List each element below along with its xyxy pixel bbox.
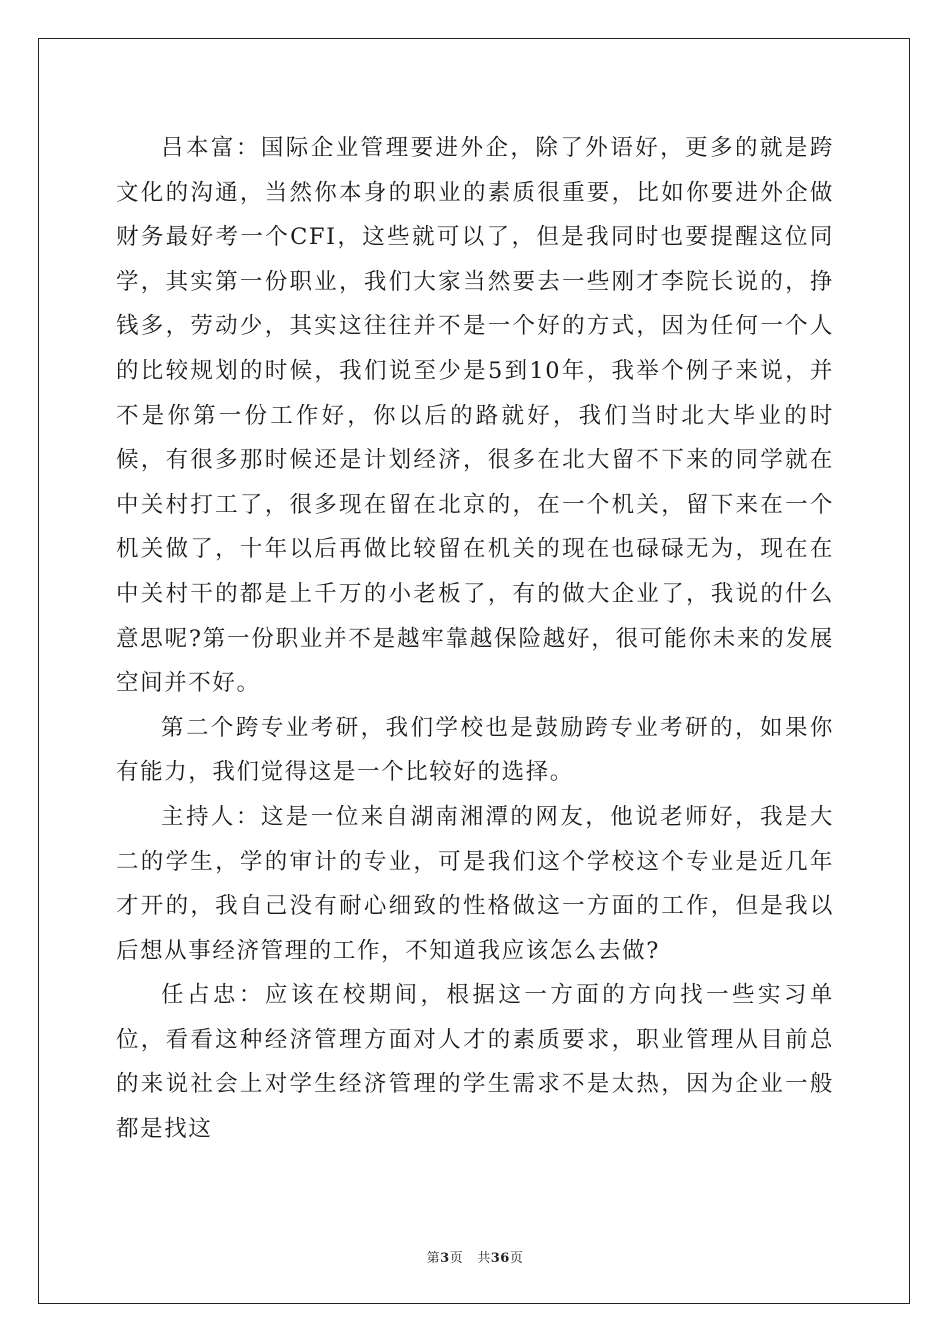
- page-prefix: 第: [426, 1251, 441, 1266]
- total-prefix: 共: [477, 1251, 491, 1266]
- total-suffix: 页: [509, 1251, 524, 1266]
- page-number: 3: [440, 1251, 450, 1266]
- total-pages: 36: [490, 1251, 510, 1266]
- paragraph-2: 第二个跨专业考研，我们学校也是鼓励跨专业考研的，如果你有能力，我们觉得这是一个比较好的选择。: [116, 714, 834, 786]
- page-footer: [0, 1247, 950, 1266]
- paragraph-3: 主持人：这是一位来自湖南湘潭的网友，他说老师好，我是大二的学生，学的审计的专业，可是我们这个学校这个专业是近几年才开的，我自己没有耐心细致的性格做这一方面的工作，但是我以后想从事经济管理的工作，不知道我应该怎么去做?: [116, 803, 834, 964]
- paragraph-4: 任占忠：应该在校期间，根据这一方面的方向找一些实习单位，看看这种经济管理方面对人才的素质要求，职业管理从目前总的来说社会上对学生经济管理的学生需求不是太热，因为企业一般都是找这: [116, 982, 834, 1143]
- document-body: [116, 126, 834, 1152]
- page-suffix: 页: [449, 1251, 464, 1266]
- paragraph-1: 吕本富：国际企业管理要进外企，除了外语好，更多的就是跨文化的沟通，当然你本身的职业的素质很重要，比如你要进外企做财务最好考一个CFI，这些就可以了，但是我同时也要提醒这位同学，其实第一份职业，我们大家当然要去一些刚才李院长说的，挣钱多，劳动少，其实这往往并不是一个好的方式，因为任何一个人的比较规划的时候，我们说至少是5到10年，我举个例子来说，并不是你第一份工作好，你以后的路就好，我们当时北大毕业的时候，有很多那时候还是计划经济，很多在北大留不下来的同学就在中关村打工了，很多现在留在北京的，在一个机关，留下来在一个机关做了，十年以后再做比较留在机关的现在也碌碌无为，现在在中关村干的都是上千万的小老板了，有的做大企业了，我说的什么意思呢?第一份职业并不是越牢靠越保险越好，很可能你未来的发展空间并不好。: [116, 135, 834, 697]
